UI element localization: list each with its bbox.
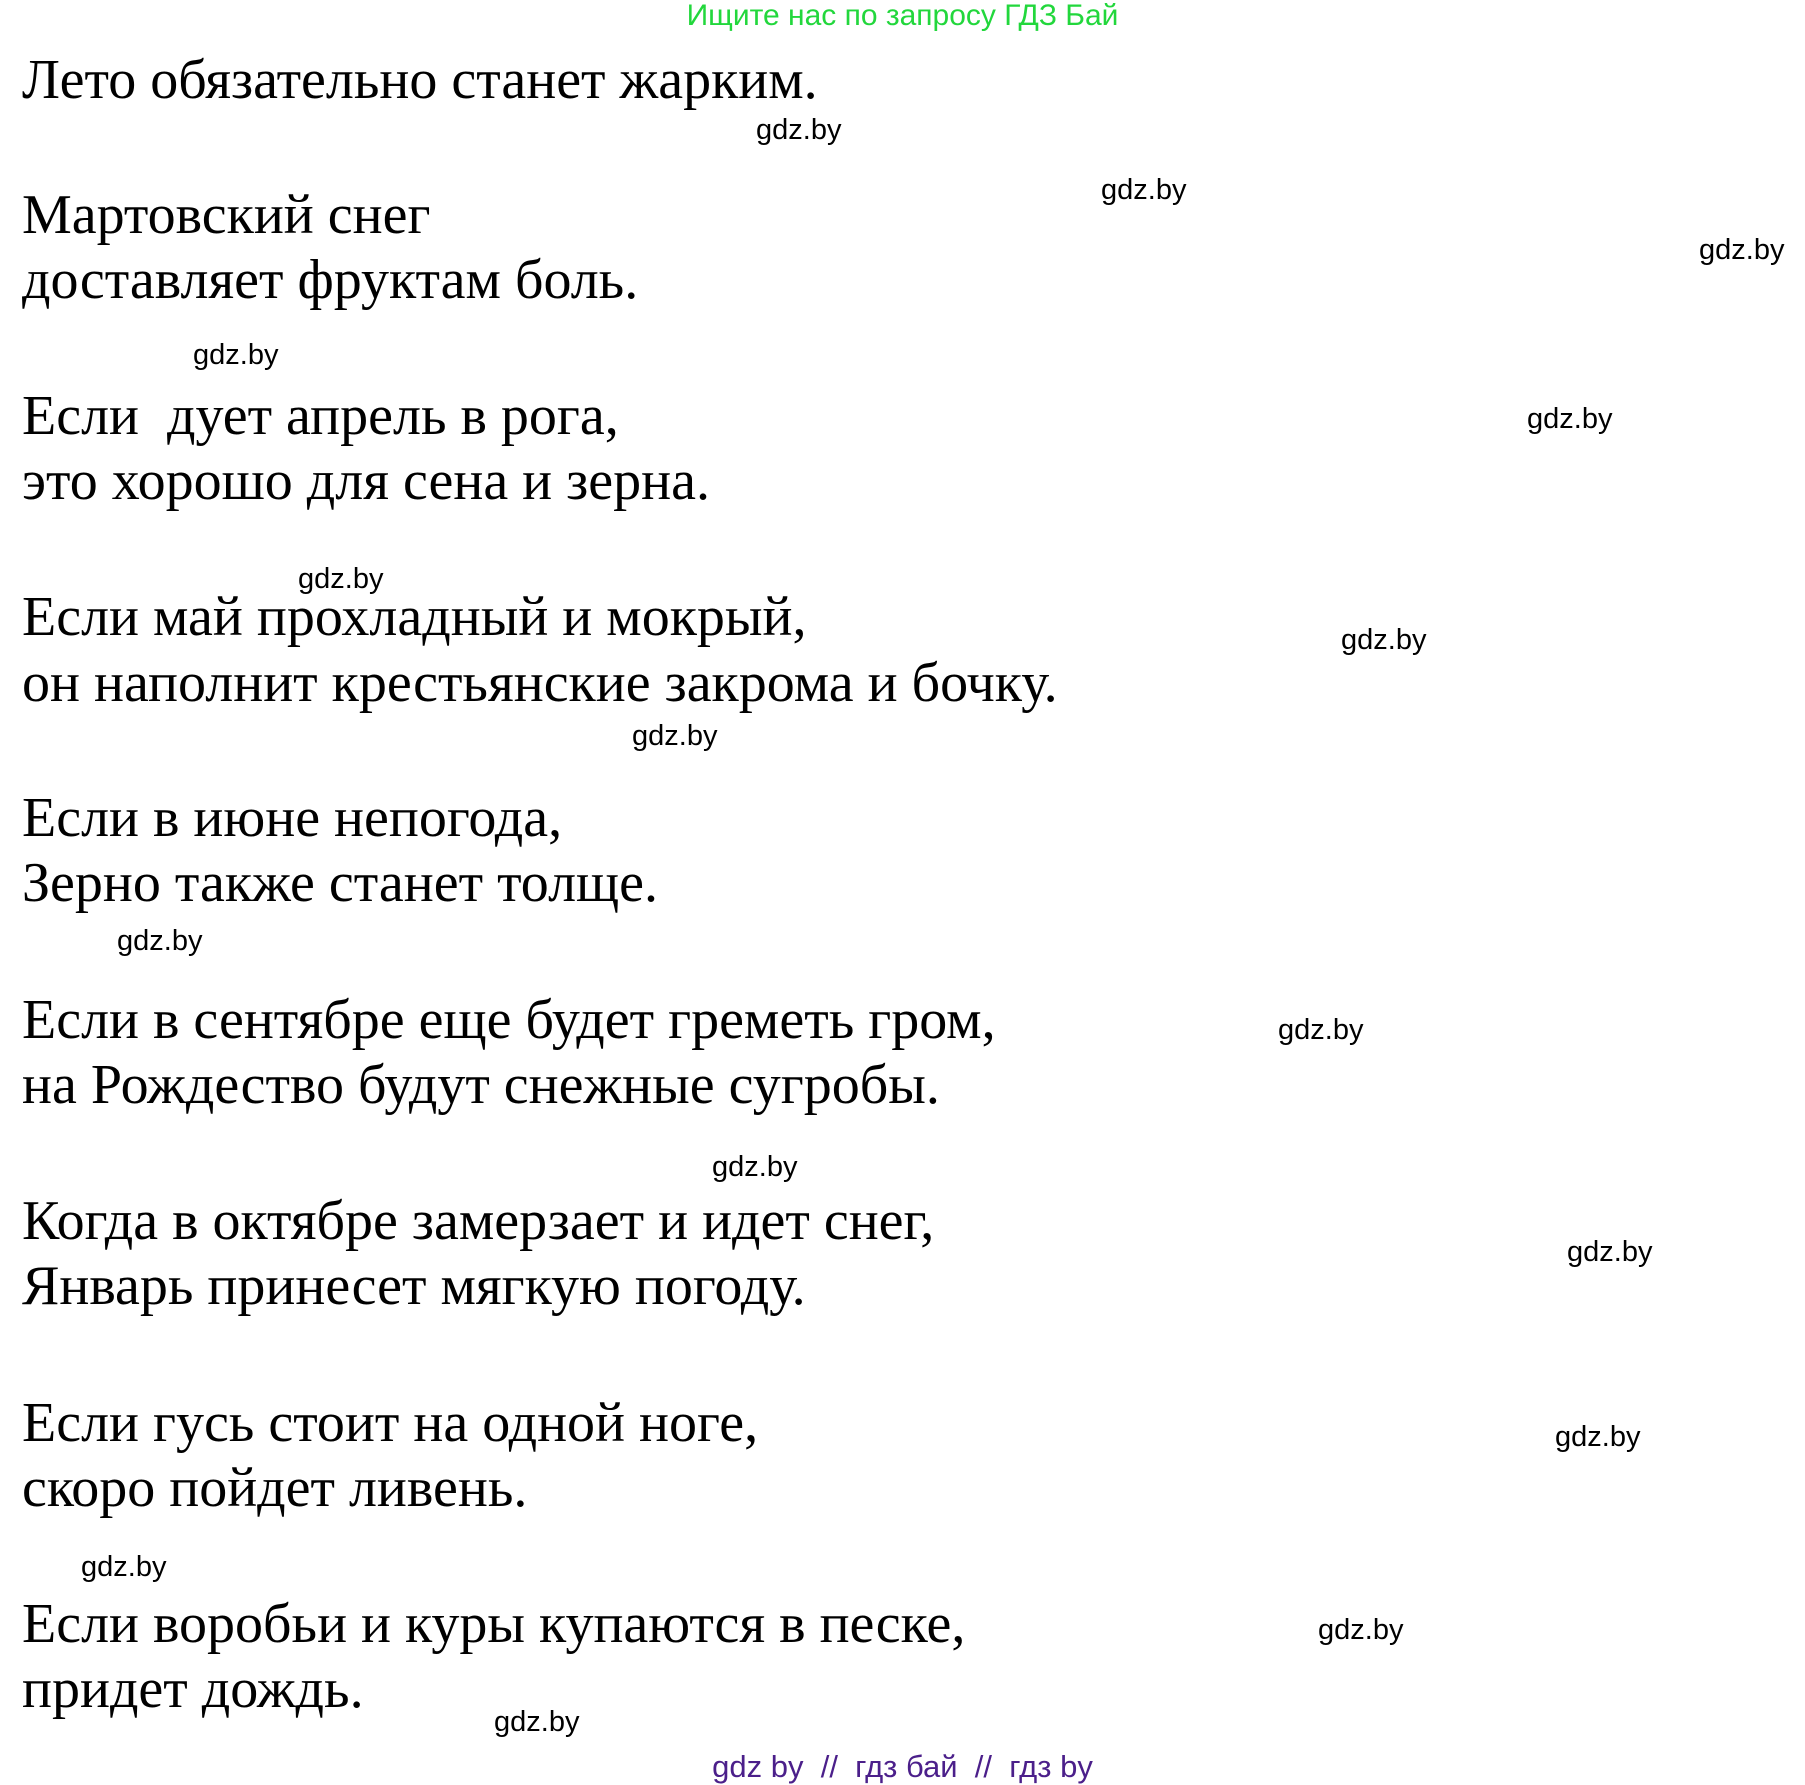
watermark: gdz.by	[81, 1551, 167, 1583]
stanza-7-line-2: Январь принесет мягкую погоду.	[22, 1255, 806, 1317]
stanza-2-line-2: доставляет фруктам боль.	[22, 249, 639, 311]
watermark: gdz.by	[1101, 174, 1187, 206]
stanza-7-line-1: Когда в октябре замерзает и идет снег,	[22, 1190, 935, 1252]
stanza-9-line-1: Если воробьи и куры купаются в песке,	[22, 1593, 966, 1655]
stanza-8-line-1: Если гусь стоит на одной ноге,	[22, 1392, 759, 1454]
watermark: gdz.by	[298, 563, 384, 595]
stanza-8-line-2: скоро пойдет ливень.	[22, 1457, 528, 1519]
footer-text: gdz by // гдз бай // гдз by	[712, 1749, 1093, 1784]
watermark: gdz.by	[712, 1151, 798, 1183]
stanza-3-line-2: это хорошо для сена и зерна.	[22, 450, 710, 512]
watermark: gdz.by	[1318, 1614, 1404, 1646]
watermark: gdz.by	[1341, 624, 1427, 656]
watermark: gdz.by	[193, 339, 279, 371]
stanza-6-line-2: на Рождество будут снежные сугробы.	[22, 1054, 940, 1116]
watermark: gdz.by	[1699, 234, 1785, 266]
watermark: gdz.by	[1555, 1421, 1641, 1453]
stanza-4-line-1: Если май прохладный и мокрый,	[22, 586, 807, 648]
watermark: gdz.by	[494, 1706, 580, 1738]
stanza-6-line-1: Если в сентябре еще будет греметь гром,	[22, 989, 996, 1051]
watermark: gdz.by	[1278, 1014, 1364, 1046]
watermark: gdz.by	[632, 720, 718, 752]
stanza-3-line-1: Если дует апрель в рога,	[22, 385, 619, 447]
stanza-1-line-1: Лето обязательно станет жарким.	[22, 49, 818, 111]
watermark: gdz.by	[117, 925, 203, 957]
stanza-4-line-2: он наполнит крестьянские закрома и бочку.	[22, 652, 1058, 714]
stanza-9-line-2: придет дождь.	[22, 1658, 364, 1720]
stanza-5-line-2: Зерно также станет толще.	[22, 852, 658, 914]
watermark: gdz.by	[1527, 403, 1613, 435]
watermark: gdz.by	[1567, 1236, 1653, 1268]
watermark: gdz.by	[756, 114, 842, 146]
stanza-5-line-1: Если в июне непогода,	[22, 787, 563, 849]
search-banner: Ищите нас по запросу ГДЗ Бай	[686, 0, 1119, 32]
stanza-2-line-1: Мартовский снег	[22, 184, 431, 246]
